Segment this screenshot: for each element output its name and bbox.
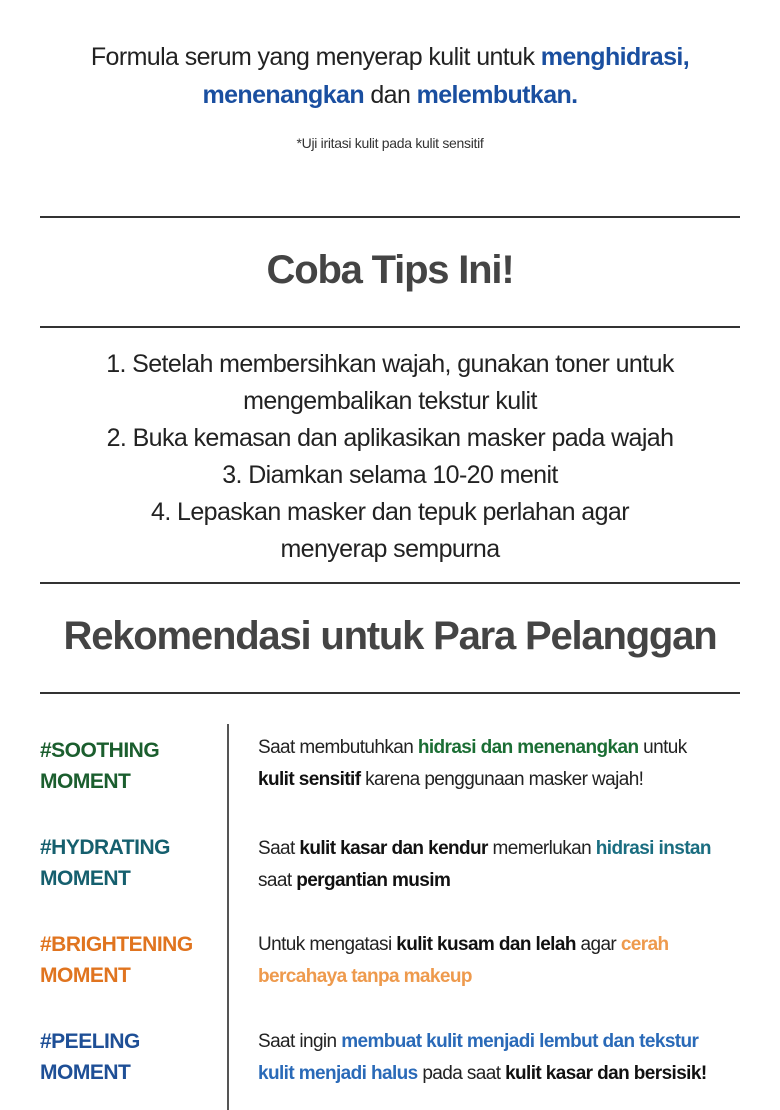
desc-highlight: bercahaya tanpa makeup [258,966,472,987]
tag-soothing-line2: MOMENT [40,770,131,793]
column-divider [227,724,229,1110]
desc-brightening [258,929,773,993]
tag-brightening [40,929,225,991]
tag-hydrating-line2: MOMENT [40,867,131,890]
divider-tips-top [40,326,740,328]
tag-soothing-line1: #SOOTHING [40,739,160,762]
desc-text: pada saat [417,1063,506,1084]
tips-title: Coba Tips Ini! [266,248,514,292]
irritation-test-note: *Uji iritasi kulit pada kulit sensitif [296,135,484,151]
desc-text: karena penggunaan masker wajah! [360,769,644,790]
intro-line-1-prefix: Formula serum yang menyerap kulit untuk [90,43,541,71]
desc-soothing [258,732,773,796]
tag-peeling [40,1026,225,1088]
intro-line-2 [0,76,780,114]
intro-highlight-soothe: menenangkan [202,81,364,109]
intro-line-1 [0,38,780,76]
tip-line: 1. Setelah membersihkan wajah, gunakan toner untuk [106,350,674,378]
desc-text: saat [258,870,297,891]
desc-peeling [258,1026,773,1090]
tip-line: 4. Lepaskan masker dan tepuk perlahan agar [151,498,629,526]
desc-bold: pergantian musim [296,870,451,891]
intro-highlight-hydrate: menghidrasi, [540,43,690,71]
tag-brightening-line1: #BRIGHTENING [40,933,193,956]
divider-top [40,216,740,218]
recommendations-title: Rekomendasi untuk Para Pelanggan [63,614,717,658]
desc-text: Untuk mengatasi [258,934,397,955]
desc-highlight: kulit menjadi halus [258,1063,418,1084]
desc-text: memerlukan [487,838,596,859]
desc-text: agar [575,934,621,955]
desc-text: untuk [638,737,687,758]
desc-bold: kulit kusam dan lelah [396,934,576,955]
intro-line-2-mid: dan [364,81,417,109]
tag-hydrating-line1: #HYDRATING [40,836,170,859]
tip-line: menyerap sempurna [280,535,500,563]
desc-highlight: hidrasi dan menenangkan [417,737,639,758]
desc-highlight: hidrasi instan [595,838,711,859]
intro-text [0,38,780,114]
tips-list [40,346,740,568]
tag-peeling-line1: #PEELING [40,1030,140,1053]
desc-bold: kulit kasar dan kendur [299,838,488,859]
desc-hydrating [258,833,773,897]
desc-highlight: cerah [620,934,669,955]
tag-hydrating [40,832,225,894]
tag-peeling-line2: MOMENT [40,1061,131,1084]
desc-text: Saat [258,838,300,859]
desc-text: Saat membutuhkan [258,737,418,758]
tip-line: mengembalikan tekstur kulit [243,387,537,415]
intro-highlight-soften: melembutkan. [416,81,578,109]
desc-highlight: membuat kulit menjadi lembut dan tekstur [341,1031,699,1052]
tag-brightening-line2: MOMENT [40,964,131,987]
tip-line: 2. Buka kemasan dan aplikasikan masker pada wajah [106,424,674,452]
desc-text: Saat ingin [258,1031,342,1052]
divider-tips-bottom [40,582,740,584]
desc-bold: kulit kasar dan bersisik! [505,1063,707,1084]
desc-bold: kulit sensitif [258,769,361,790]
tip-line: 3. Diamkan selama 10-20 menit [222,461,558,489]
tag-soothing [40,735,225,797]
divider-recommendations [40,692,740,694]
